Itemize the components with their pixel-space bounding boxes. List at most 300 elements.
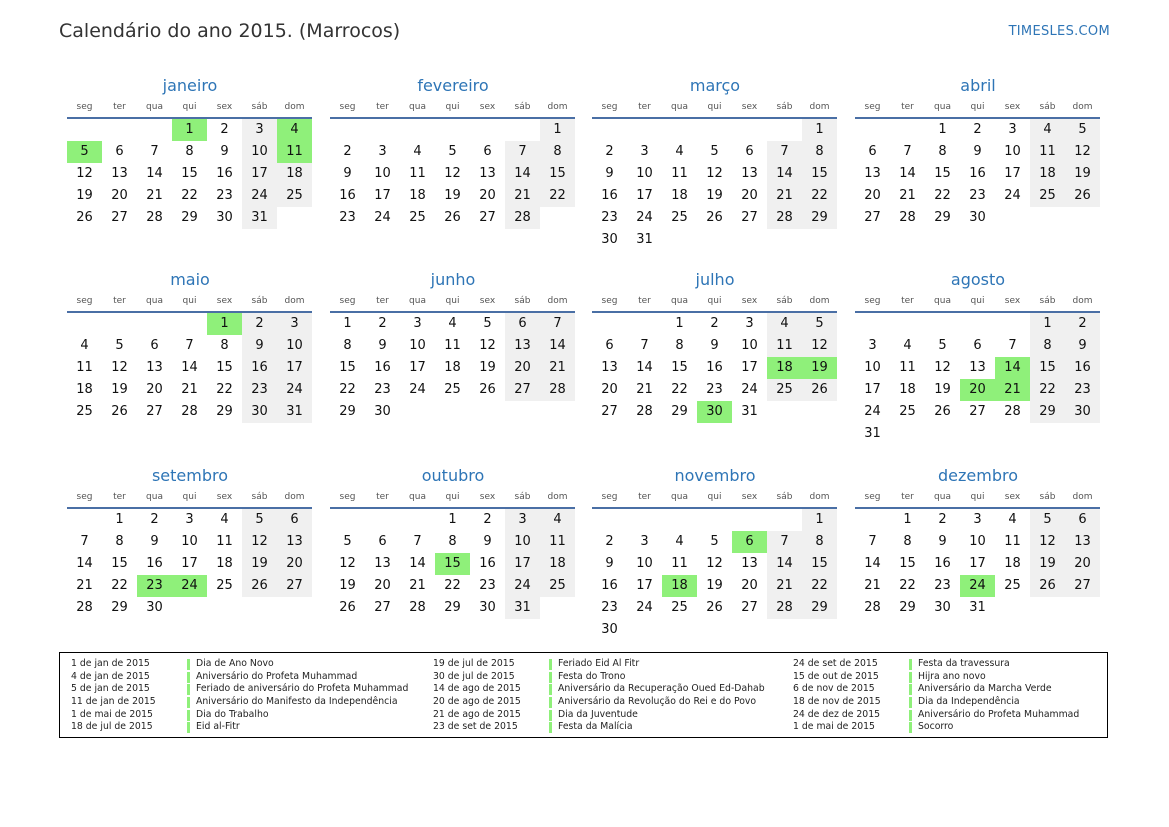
day-cell: 30	[601, 622, 618, 637]
weekday-label: qui	[182, 102, 197, 112]
day-cell: 12	[1065, 141, 1100, 163]
day-cell: 29	[111, 600, 128, 615]
day-cell: 11	[1004, 534, 1021, 549]
month-março	[592, 76, 838, 251]
legend-column	[71, 658, 408, 734]
legend-row	[433, 671, 765, 684]
weekday-label: qua	[934, 102, 951, 112]
weekday-label: qua	[671, 492, 688, 502]
empty-cell	[697, 509, 732, 531]
weekday-label: sex	[479, 492, 496, 502]
month-outubro	[330, 466, 576, 619]
day-cell: 1	[802, 119, 837, 141]
day-cell: 10	[741, 338, 758, 353]
day-cell: 20	[1065, 553, 1100, 575]
day-cell: 21	[505, 185, 540, 207]
legend-date: 14 de ago de 2015	[433, 683, 521, 695]
day-cell: 22	[671, 382, 688, 397]
empty-cell	[627, 119, 662, 141]
legend-marker	[909, 722, 912, 733]
day-cell: 22	[802, 575, 837, 597]
weekday-label: dom	[809, 296, 830, 306]
day-cell: 23	[339, 210, 356, 225]
day-cell: 1	[1030, 313, 1065, 335]
day-cell: 25	[1030, 185, 1065, 207]
empty-cell	[592, 509, 627, 531]
empty-cell	[67, 313, 102, 335]
day-cell: 8	[802, 531, 837, 553]
weekday-label: qui	[182, 296, 197, 306]
weekday-label: sáb	[251, 296, 268, 306]
day-cell: 28	[409, 600, 426, 615]
legend-date: 6 de nov de 2015	[793, 683, 875, 695]
month-name: agosto	[950, 270, 1006, 289]
day-cell: 3	[973, 512, 982, 527]
weekday-label: dom	[1072, 102, 1093, 112]
legend-holiday-name: Dia da Juventude	[558, 708, 638, 720]
weekday-label: sáb	[776, 296, 793, 306]
day-cell: 20	[277, 553, 312, 575]
day-cell: 4	[448, 316, 457, 331]
legend-date: 24 de dez de 2015	[793, 708, 881, 720]
weekday-label: sex	[216, 102, 233, 112]
month-name: fevereiro	[417, 76, 489, 95]
legend-row	[71, 658, 408, 671]
day-cell: 26	[479, 382, 496, 397]
day-cell: 16	[216, 166, 233, 181]
day-cell: 20	[146, 382, 163, 397]
legend-holiday-name: Aniversário do Profeta Muhammad	[918, 708, 1080, 720]
day-cell: 17	[374, 188, 391, 203]
holiday-day-cell: 20	[960, 379, 995, 401]
day-cell: 12	[934, 360, 951, 375]
day-cell: 6	[605, 338, 614, 353]
day-cell: 14	[146, 166, 163, 181]
day-cell: 10	[505, 531, 540, 553]
day-cell: 15	[671, 360, 688, 375]
day-cell: 5	[1030, 509, 1065, 531]
empty-cell	[435, 119, 470, 141]
day-cell: 13	[741, 166, 758, 181]
day-cell: 5	[483, 316, 492, 331]
day-cell: 29	[216, 404, 233, 419]
day-cell: 13	[146, 360, 163, 375]
legend-row	[433, 709, 765, 722]
month-name: novembro	[674, 466, 756, 485]
day-cell: 10	[969, 534, 986, 549]
day-cell: 18	[277, 163, 312, 185]
day-cell: 21	[899, 188, 916, 203]
day-cell: 24	[505, 575, 540, 597]
day-cell: 1	[540, 119, 575, 141]
day-cell: 13	[864, 166, 881, 181]
weekday-label: qui	[445, 102, 460, 112]
brand-link[interactable]: TIMESLES.COM	[1008, 24, 1110, 39]
weekday-label: sáb	[1039, 492, 1056, 502]
day-cell: 4	[675, 534, 684, 549]
month-name: abril	[960, 76, 996, 95]
day-cell: 18	[899, 382, 916, 397]
day-cell: 4	[903, 338, 912, 353]
day-cell: 28	[181, 404, 198, 419]
day-cell: 28	[1004, 404, 1021, 419]
holiday-day-cell: 23	[137, 575, 172, 597]
empty-cell	[470, 119, 505, 141]
legend-date: 1 de mai de 2015	[71, 708, 153, 720]
holiday-day-cell: 14	[995, 357, 1030, 379]
weekday-label: ter	[376, 492, 389, 502]
day-cell: 29	[444, 600, 461, 615]
day-cell: 6	[973, 338, 982, 353]
legend-holiday-name: Eid al-Fitr	[196, 721, 240, 733]
empty-cell	[592, 313, 627, 335]
days-grid	[592, 313, 838, 423]
weekday-header	[592, 294, 838, 308]
legend-row	[793, 683, 1079, 696]
weekday-label: qua	[409, 492, 426, 502]
holiday-day-cell: 6	[732, 531, 767, 553]
day-cell: 22	[181, 188, 198, 203]
legend-row	[433, 696, 765, 709]
empty-cell	[365, 119, 400, 141]
legend-date: 23 de set de 2015	[433, 721, 518, 733]
day-cell: 30	[242, 401, 277, 423]
day-cell: 14	[767, 163, 802, 185]
day-cell: 13	[505, 335, 540, 357]
day-cell: 17	[636, 578, 653, 593]
day-cell: 7	[413, 534, 422, 549]
day-cell: 28	[636, 404, 653, 419]
day-cell: 20	[864, 188, 881, 203]
day-cell: 4	[540, 509, 575, 531]
legend-holiday-name: Aniversário do Profeta Muhammad	[196, 670, 358, 682]
day-cell: 3	[505, 509, 540, 531]
day-cell: 29	[1030, 401, 1065, 423]
empty-cell	[330, 119, 365, 141]
day-cell: 12	[444, 166, 461, 181]
day-cell: 7	[80, 534, 89, 549]
day-cell: 19	[111, 382, 128, 397]
day-cell: 15	[111, 556, 128, 571]
weekday-label: qua	[409, 102, 426, 112]
day-cell: 19	[1030, 553, 1065, 575]
empty-cell	[137, 119, 172, 141]
legend-row	[793, 721, 1079, 734]
day-cell: 20	[601, 382, 618, 397]
day-cell: 9	[605, 166, 614, 181]
day-cell: 11	[444, 338, 461, 353]
day-cell: 23	[601, 600, 618, 615]
legend-date: 20 de ago de 2015	[433, 696, 521, 708]
weekday-label: qua	[934, 296, 951, 306]
day-cell: 29	[802, 597, 837, 619]
weekday-label: sáb	[514, 102, 531, 112]
day-cell: 8	[802, 141, 837, 163]
day-cell: 27	[741, 600, 758, 615]
weekday-label: ter	[901, 102, 914, 112]
empty-cell	[67, 509, 102, 531]
day-cell: 23	[216, 188, 233, 203]
holiday-day-cell: 11	[277, 141, 312, 163]
day-cell: 28	[505, 207, 540, 229]
weekday-label: ter	[901, 296, 914, 306]
day-cell: 26	[339, 600, 356, 615]
day-cell: 18	[1030, 163, 1065, 185]
holiday-day-cell: 18	[662, 575, 697, 597]
day-cell: 25	[671, 210, 688, 225]
page-title: Calendário do ano 2015. (Marrocos)	[59, 20, 401, 42]
day-cell: 18	[1004, 556, 1021, 571]
day-cell: 8	[540, 141, 575, 163]
day-cell: 26	[802, 379, 837, 401]
day-cell: 16	[339, 188, 356, 203]
day-cell: 25	[767, 379, 802, 401]
weekday-label: sex	[1004, 102, 1021, 112]
weekday-header	[855, 100, 1101, 114]
day-cell: 27	[374, 600, 391, 615]
day-cell: 2	[343, 144, 352, 159]
day-cell: 9	[242, 335, 277, 357]
legend-holiday-name: Festa do Trono	[558, 670, 626, 682]
day-cell: 22	[540, 185, 575, 207]
legend-column	[433, 658, 765, 734]
weekday-label: seg	[864, 296, 881, 306]
day-cell: 8	[343, 338, 352, 353]
day-cell: 2	[605, 534, 614, 549]
days-grid	[855, 313, 1101, 445]
day-cell: 25	[1004, 578, 1021, 593]
day-cell: 6	[505, 313, 540, 335]
day-cell: 2	[973, 122, 982, 137]
day-cell: 21	[181, 382, 198, 397]
empty-cell	[627, 509, 662, 531]
day-cell: 17	[242, 163, 277, 185]
legend-date: 19 de jul de 2015	[433, 658, 515, 669]
day-cell: 3	[378, 144, 387, 159]
weekday-label: sex	[479, 102, 496, 112]
weekday-label: sáb	[514, 296, 531, 306]
weekday-label: dom	[284, 492, 305, 502]
day-cell: 17	[277, 357, 312, 379]
day-cell: 28	[864, 600, 881, 615]
legend-marker	[549, 659, 552, 670]
day-cell: 8	[938, 144, 947, 159]
weekday-label: sex	[1004, 492, 1021, 502]
day-cell: 17	[1004, 166, 1021, 181]
legend-holiday-name: Feriado Eid Al Fitr	[558, 658, 640, 669]
day-cell: 21	[76, 578, 93, 593]
day-cell: 30	[374, 404, 391, 419]
day-cell: 7	[150, 144, 159, 159]
weekday-label: qua	[146, 296, 163, 306]
holiday-day-cell: 24	[172, 575, 207, 597]
day-cell: 2	[710, 316, 719, 331]
weekday-header	[592, 100, 838, 114]
day-cell: 30	[601, 232, 618, 247]
day-cell: 1	[115, 512, 124, 527]
month-name: maio	[170, 270, 210, 289]
empty-cell	[960, 313, 995, 335]
holiday-day-cell: 4	[277, 119, 312, 141]
legend-marker	[909, 659, 912, 670]
day-cell: 11	[409, 166, 426, 181]
day-cell: 1	[938, 122, 947, 137]
legend-marker	[549, 722, 552, 733]
day-cell: 14	[76, 556, 93, 571]
weekday-label: ter	[376, 102, 389, 112]
day-cell: 20	[479, 188, 496, 203]
day-cell: 24	[741, 382, 758, 397]
empty-cell	[890, 313, 925, 335]
day-cell: 10	[864, 360, 881, 375]
days-grid	[855, 119, 1101, 229]
day-cell: 23	[706, 382, 723, 397]
day-cell: 25	[409, 210, 426, 225]
weekday-label: ter	[113, 296, 126, 306]
weekday-label: seg	[864, 102, 881, 112]
days-grid	[592, 119, 838, 251]
weekday-label: ter	[638, 102, 651, 112]
legend-holiday-name: Socorro	[918, 721, 954, 733]
weekday-label: seg	[76, 296, 93, 306]
day-cell: 31	[636, 232, 653, 247]
weekday-label: qua	[146, 492, 163, 502]
day-cell: 16	[242, 357, 277, 379]
holiday-day-cell: 21	[995, 379, 1030, 401]
legend-marker	[187, 697, 190, 708]
day-cell: 3	[640, 534, 649, 549]
day-cell: 21	[146, 188, 163, 203]
day-cell: 2	[483, 512, 492, 527]
day-cell: 17	[636, 188, 653, 203]
empty-cell	[627, 313, 662, 335]
day-cell: 2	[1065, 313, 1100, 335]
day-cell: 23	[1065, 379, 1100, 401]
day-cell: 23	[969, 188, 986, 203]
day-cell: 13	[479, 166, 496, 181]
month-fevereiro	[330, 76, 576, 229]
day-cell: 15	[802, 553, 837, 575]
legend-holiday-name: Feriado de aniversário do Profeta Muhammad	[196, 683, 409, 695]
day-cell: 20	[741, 578, 758, 593]
day-cell: 6	[115, 144, 124, 159]
weekday-label: sex	[479, 296, 496, 306]
month-name: março	[689, 76, 741, 95]
legend-marker	[549, 697, 552, 708]
day-cell: 13	[374, 556, 391, 571]
weekday-label: sáb	[251, 102, 268, 112]
weekday-label: sáb	[1039, 296, 1056, 306]
weekday-label: seg	[76, 492, 93, 502]
day-cell: 1	[903, 512, 912, 527]
day-cell: 26	[1030, 575, 1065, 597]
legend-holiday-name: Festa da Malícia	[558, 721, 633, 733]
day-cell: 15	[934, 166, 951, 181]
day-cell: 26	[706, 600, 723, 615]
day-cell: 21	[409, 578, 426, 593]
day-cell: 22	[899, 578, 916, 593]
weekday-label: ter	[376, 296, 389, 306]
day-cell: 21	[767, 575, 802, 597]
day-cell: 5	[115, 338, 124, 353]
day-cell: 2	[938, 512, 947, 527]
day-cell: 1	[448, 512, 457, 527]
empty-cell	[102, 119, 137, 141]
legend-marker	[549, 710, 552, 721]
day-cell: 30	[969, 210, 986, 225]
empty-cell	[855, 509, 890, 531]
day-cell: 5	[448, 144, 457, 159]
weekday-label: ter	[113, 492, 126, 502]
day-cell: 17	[969, 556, 986, 571]
day-cell: 18	[671, 188, 688, 203]
empty-cell	[855, 119, 890, 141]
legend-date: 15 de out de 2015	[793, 670, 879, 682]
empty-cell	[732, 119, 767, 141]
day-cell: 1	[802, 509, 837, 531]
day-cell: 7	[1008, 338, 1017, 353]
day-cell: 5	[710, 534, 719, 549]
weekday-label: qui	[182, 492, 197, 502]
day-cell: 7	[903, 144, 912, 159]
day-cell: 22	[339, 382, 356, 397]
day-cell: 30	[934, 600, 951, 615]
day-cell: 8	[1030, 335, 1065, 357]
month-name: junho	[430, 270, 476, 289]
weekday-header	[592, 490, 838, 504]
month-abril	[855, 76, 1101, 229]
day-cell: 7	[767, 531, 802, 553]
day-cell: 12	[76, 166, 93, 181]
day-cell: 14	[864, 556, 881, 571]
weekday-label: qua	[146, 102, 163, 112]
day-cell: 14	[505, 163, 540, 185]
day-cell: 21	[767, 185, 802, 207]
day-cell: 14	[409, 556, 426, 571]
day-cell: 6	[868, 144, 877, 159]
day-cell: 25	[444, 382, 461, 397]
empty-cell	[102, 313, 137, 335]
day-cell: 10	[636, 166, 653, 181]
weekday-label: qui	[970, 296, 985, 306]
empty-cell	[365, 509, 400, 531]
empty-cell	[330, 509, 365, 531]
days-grid	[330, 313, 576, 423]
day-cell: 14	[540, 335, 575, 357]
day-cell: 20	[741, 188, 758, 203]
day-cell: 8	[903, 534, 912, 549]
holiday-legend	[59, 652, 1108, 738]
weekday-label: sex	[216, 296, 233, 306]
legend-date: 1 de mai de 2015	[793, 721, 875, 733]
weekday-label: sex	[741, 296, 758, 306]
day-cell: 19	[339, 578, 356, 593]
day-cell: 15	[899, 556, 916, 571]
legend-marker	[187, 684, 190, 695]
month-dezembro	[855, 466, 1101, 619]
day-cell: 23	[242, 379, 277, 401]
day-cell: 17	[409, 360, 426, 375]
empty-cell	[505, 119, 540, 141]
day-cell: 15	[216, 360, 233, 375]
weekday-label: ter	[901, 492, 914, 502]
legend-holiday-name: Dia de Ano Novo	[196, 658, 274, 669]
day-cell: 12	[479, 338, 496, 353]
day-cell: 26	[76, 210, 93, 225]
day-cell: 28	[767, 597, 802, 619]
day-cell: 9	[1065, 335, 1100, 357]
holiday-day-cell: 5	[67, 141, 102, 163]
